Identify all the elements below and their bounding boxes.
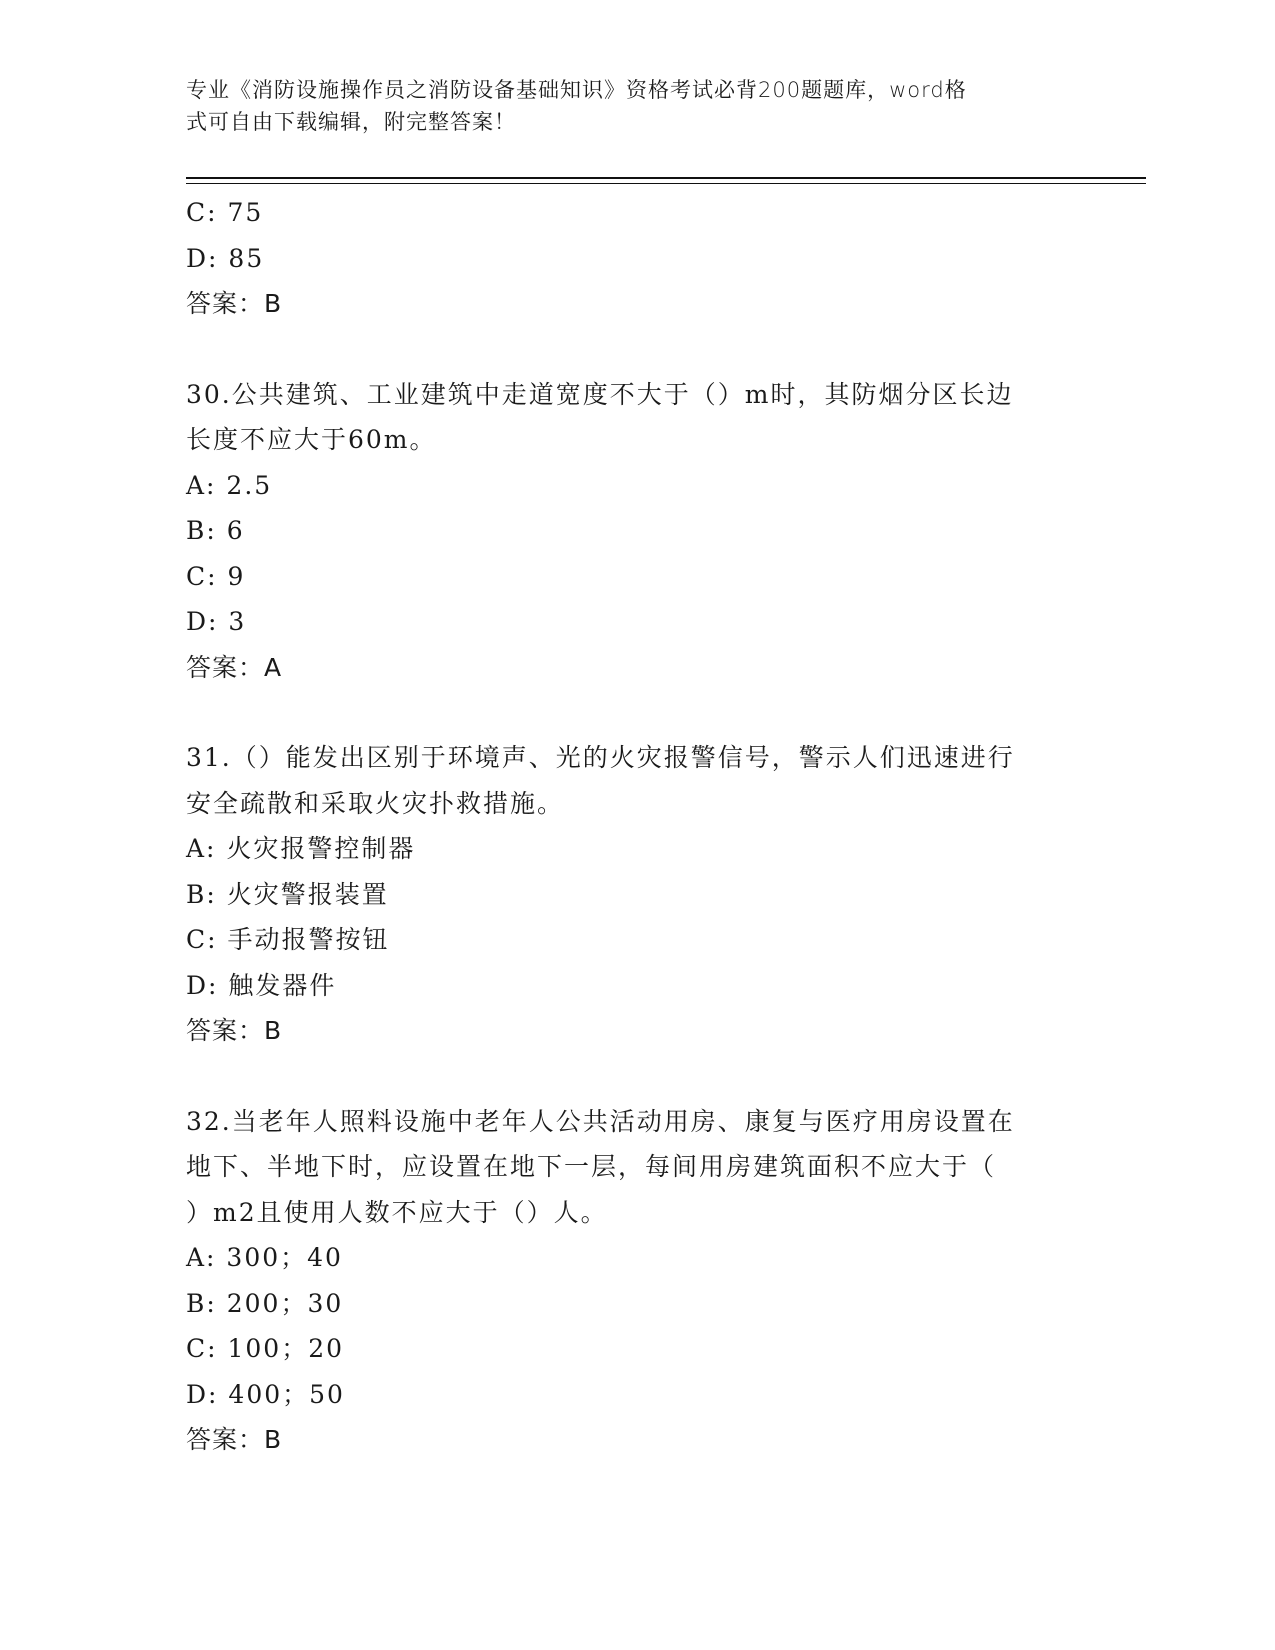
- option-c: C: 100；20: [186, 1334, 345, 1363]
- header-line-2: 式可自由下载编辑，附完整答案！: [186, 110, 516, 134]
- answer-line: 答案：A: [186, 652, 283, 682]
- question-text-line: 32.当老年人照料设施中老年人公共活动用房、康复与医疗用房设置在: [186, 1106, 1015, 1136]
- option-a: A: 火灾报警控制器: [186, 834, 416, 863]
- option-d: D: 85: [186, 243, 265, 273]
- question-31: [186, 735, 1066, 1054]
- question-list: [186, 190, 1066, 1463]
- option-d: D: 400；50: [186, 1379, 345, 1409]
- option-b: B: 200；30: [186, 1288, 344, 1318]
- spacer: [186, 1054, 1066, 1099]
- option-a: A: 2.5: [186, 470, 273, 500]
- option-c: C: 9: [186, 561, 246, 591]
- question-text-line: 30.公共建筑、工业建筑中走道宽度不大于（）m时，其防烟分区长边: [186, 379, 1014, 409]
- header-line-1: 专业《消防设施操作员之消防设备基础知识》资格考试必背200题题库，word格: [186, 78, 967, 102]
- document-header: [186, 74, 1066, 138]
- question-text-line: 安全疏散和采取火灾扑救措施。: [186, 788, 565, 818]
- question-text-line: 31.（）能发出区别于环境声、光的火灾报警信号，警示人们迅速进行: [186, 743, 1015, 772]
- question-32: [186, 1099, 1066, 1463]
- option-c: C: 75: [186, 198, 264, 227]
- option-d: D: 触发器件: [186, 970, 337, 1000]
- option-a: A: 300；40: [186, 1243, 343, 1272]
- option-b: B: 火灾警报装置: [186, 879, 389, 909]
- header-divider-thick: [186, 177, 1146, 179]
- header-divider-thin: [186, 183, 1146, 184]
- previous-question-tail: [186, 190, 1066, 327]
- question-text-line: 地下、半地下时，应设置在地下一层，每间用房建筑面积不应大于（: [186, 1152, 997, 1181]
- spacer: [186, 327, 1066, 372]
- answer-line: 答案：B: [186, 1016, 283, 1045]
- answer-line: 答案：B: [186, 289, 283, 318]
- spacer: [186, 690, 1066, 735]
- option-c: C: 手动报警按钮: [186, 925, 390, 954]
- question-text-line: ）m2且使用人数不应大于（）人。: [186, 1197, 608, 1227]
- answer-line: 答案：B: [186, 1425, 283, 1454]
- option-d: D: 3: [186, 607, 247, 636]
- question-text-line: 长度不应大于60m。: [186, 425, 437, 454]
- question-30: [186, 372, 1066, 691]
- option-b: B: 6: [186, 516, 245, 545]
